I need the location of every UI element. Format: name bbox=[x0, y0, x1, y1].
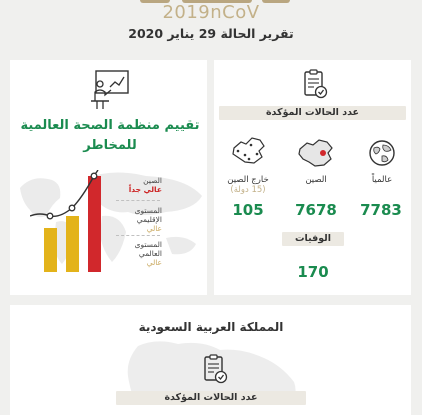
report-title: 2019nCoV bbox=[162, 2, 260, 23]
report-subtitle: تقرير الحالة 29 يناير 2020 bbox=[128, 26, 294, 41]
bar-regional bbox=[66, 216, 79, 272]
stat-label-china: الصين bbox=[305, 175, 327, 185]
ksa-confirmed-label: عدد الحالات المؤكدة bbox=[164, 392, 258, 403]
countries-count: (15 دولة) bbox=[230, 185, 266, 195]
level-name: المستوى العالمي bbox=[134, 240, 162, 258]
presentation-icon bbox=[88, 68, 132, 110]
outside-china-label: خارج الصين bbox=[227, 175, 269, 185]
level-name: الصين bbox=[143, 176, 162, 185]
level-value: عالي جداً bbox=[128, 185, 162, 194]
china-map-icon bbox=[297, 137, 335, 169]
level-global bbox=[114, 240, 162, 267]
clipboard-check-icon bbox=[299, 69, 329, 99]
divider bbox=[116, 235, 160, 236]
deaths-label: الوفيات bbox=[295, 233, 331, 244]
stat-china-value: 7678 bbox=[295, 201, 337, 219]
globe-icon bbox=[368, 139, 396, 167]
bar-china bbox=[88, 176, 101, 272]
level-regional bbox=[114, 206, 162, 233]
trend-point bbox=[47, 213, 53, 219]
trend-point bbox=[91, 173, 97, 179]
stat-outside-value: 105 bbox=[232, 201, 264, 219]
divider bbox=[116, 200, 160, 201]
deaths-value: 170 bbox=[297, 263, 329, 281]
stat-label-global: عالمياً bbox=[371, 175, 393, 185]
level-china bbox=[114, 176, 162, 194]
trend-line bbox=[30, 170, 98, 216]
level-name: المستوى الإقليمي bbox=[134, 206, 162, 224]
confirmed-label: عدد الحالات المؤكدة bbox=[265, 107, 360, 118]
outside-china-map-icon bbox=[229, 134, 267, 166]
level-value: عالي bbox=[146, 224, 162, 233]
risk-bar-chart bbox=[30, 170, 110, 276]
trend-point bbox=[69, 205, 75, 211]
level-value: عالي bbox=[146, 258, 162, 267]
clipboard-check-icon bbox=[199, 354, 229, 384]
bar-global bbox=[44, 228, 57, 272]
stat-label-outside-china bbox=[222, 175, 274, 195]
who-risk-title: تقييم منظمة الصحة العالمية للمخاطر bbox=[20, 118, 200, 153]
stat-global-value: 7783 bbox=[360, 201, 402, 219]
ksa-title: المملكة العربية السعودية bbox=[138, 320, 284, 334]
